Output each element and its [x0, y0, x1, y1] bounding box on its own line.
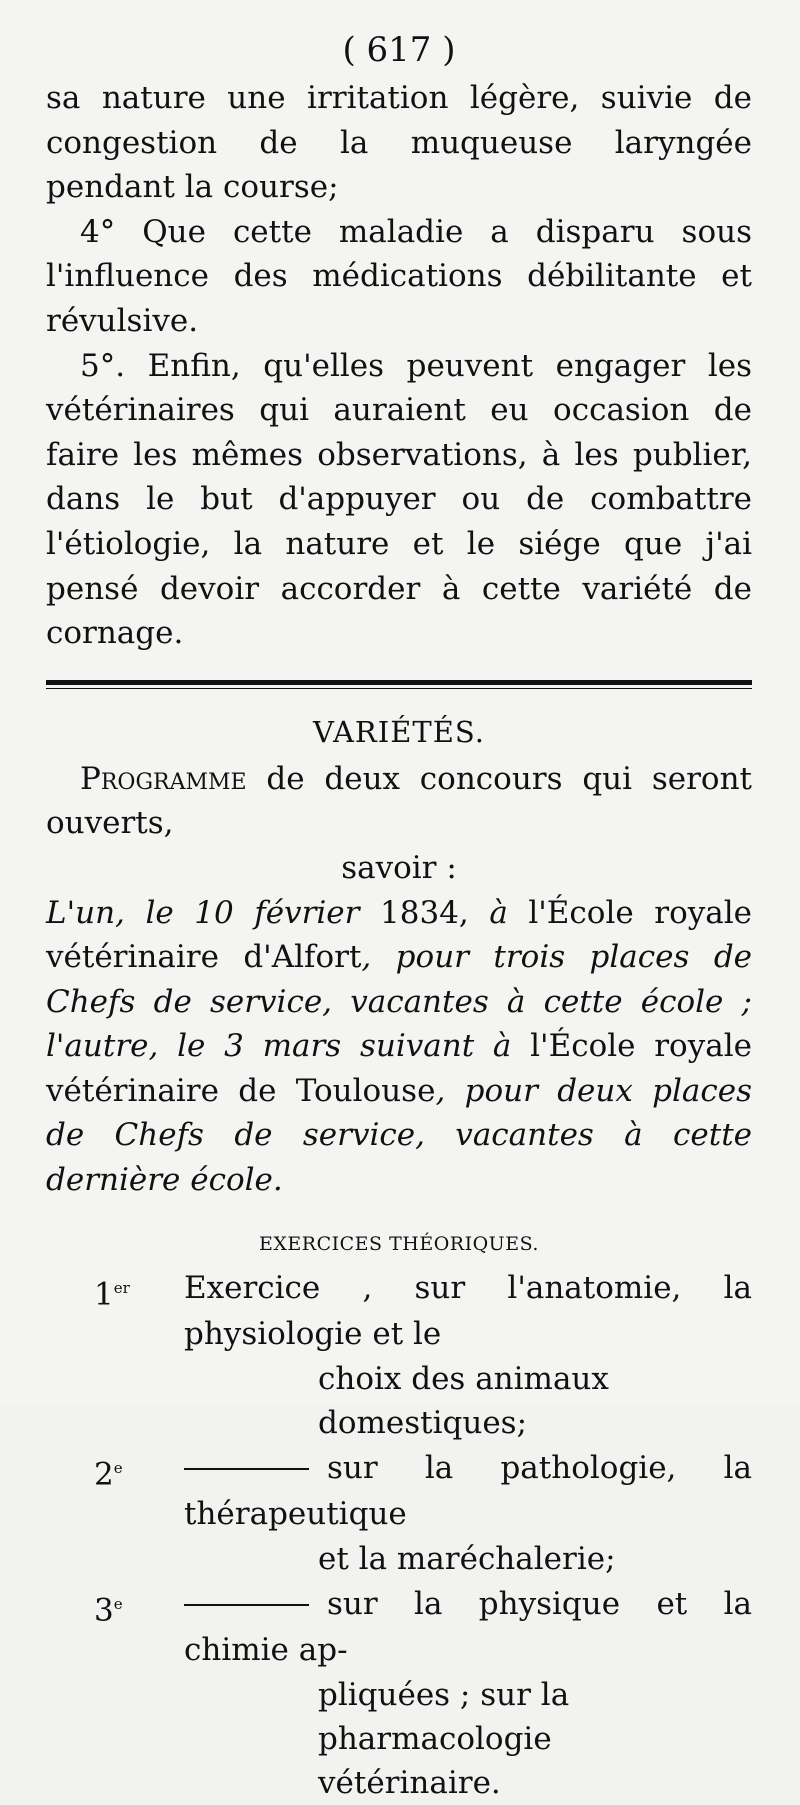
exercise-label: Exercice , — [184, 1269, 373, 1306]
exercise-continuation: pliquées ; sur la pharmacologie — [318, 1676, 570, 1757]
exercise-number: 3e — [94, 1591, 123, 1628]
programme-savoir: savoir : — [341, 849, 457, 886]
paragraph-1: sa nature une irritation légère, suivie de congestion de la muqueuse laryngée pendant la course; — [46, 80, 752, 206]
exercise-number: 2e — [94, 1455, 123, 1492]
exercise-text: sur la physique et la chimie ap- — [184, 1585, 752, 1668]
contest-school-1: l'École royale vétérinaire d'Alfort — [46, 894, 752, 976]
contest-details-1: , pour trois places de Chefs de service, vacantes à cette école ; l'autre, le 3 mars suivant à — [46, 939, 753, 1065]
paragraph-3: 5°. Enfin, qu'elles peuvent engager les vétérinaires qui auraient eu occasion de faire les mêmes observations, à les publier, dans le but d'appuyer ou de combattre l'étiologie, la nature et le siége que j'ai pensé devoir accorder à cette variété de cornage. — [46, 347, 752, 652]
section-title: VARIÉTÉS. — [313, 714, 485, 749]
exercise-item — [46, 1265, 752, 1445]
exercise-number: 1er — [94, 1275, 130, 1312]
paragraph-2: 4° Que cette maladie a disparu sous l'influence des médications débilitante et révulsive. — [46, 213, 752, 339]
page-number: ( 617 ) — [342, 30, 456, 70]
exercise-text: sur la pathologie, la thérapeutique — [184, 1449, 752, 1532]
ditto-dash — [184, 1468, 309, 1470]
programme-lead: Programme — [80, 760, 247, 797]
exercises-title: EXERCICES THÉORIQUES. — [259, 1232, 539, 1255]
programme-rest: de deux concours qui seront ouverts, — [46, 760, 752, 842]
exercise-continuation: vétérinaire. — [318, 1764, 501, 1801]
programme-heading — [46, 757, 752, 846]
exercise-continuation: choix des animaux domestiques; — [318, 1360, 609, 1441]
contest-details-2: , pour deux places de Chefs de service, vacantes à cette dernière école. — [46, 1072, 752, 1199]
contest-paragraph — [46, 891, 752, 1203]
exercise-item — [46, 1581, 752, 1805]
exercise-item — [46, 1445, 752, 1581]
contest-l-un: L'un — [46, 894, 116, 931]
contest-a: à — [489, 894, 508, 931]
contest-date: , le 10 février — [115, 894, 360, 931]
section-divider — [46, 680, 752, 689]
ditto-dash — [184, 1604, 309, 1606]
contest-school-2: l'École royale vétérinaire de Toulouse — [46, 1028, 752, 1109]
exercise-text: sur l'anatomie, la physiologie et le — [184, 1269, 752, 1352]
contest-year: 1834, — [359, 894, 490, 931]
exercise-continuation: et la maréchalerie; — [318, 1540, 616, 1577]
